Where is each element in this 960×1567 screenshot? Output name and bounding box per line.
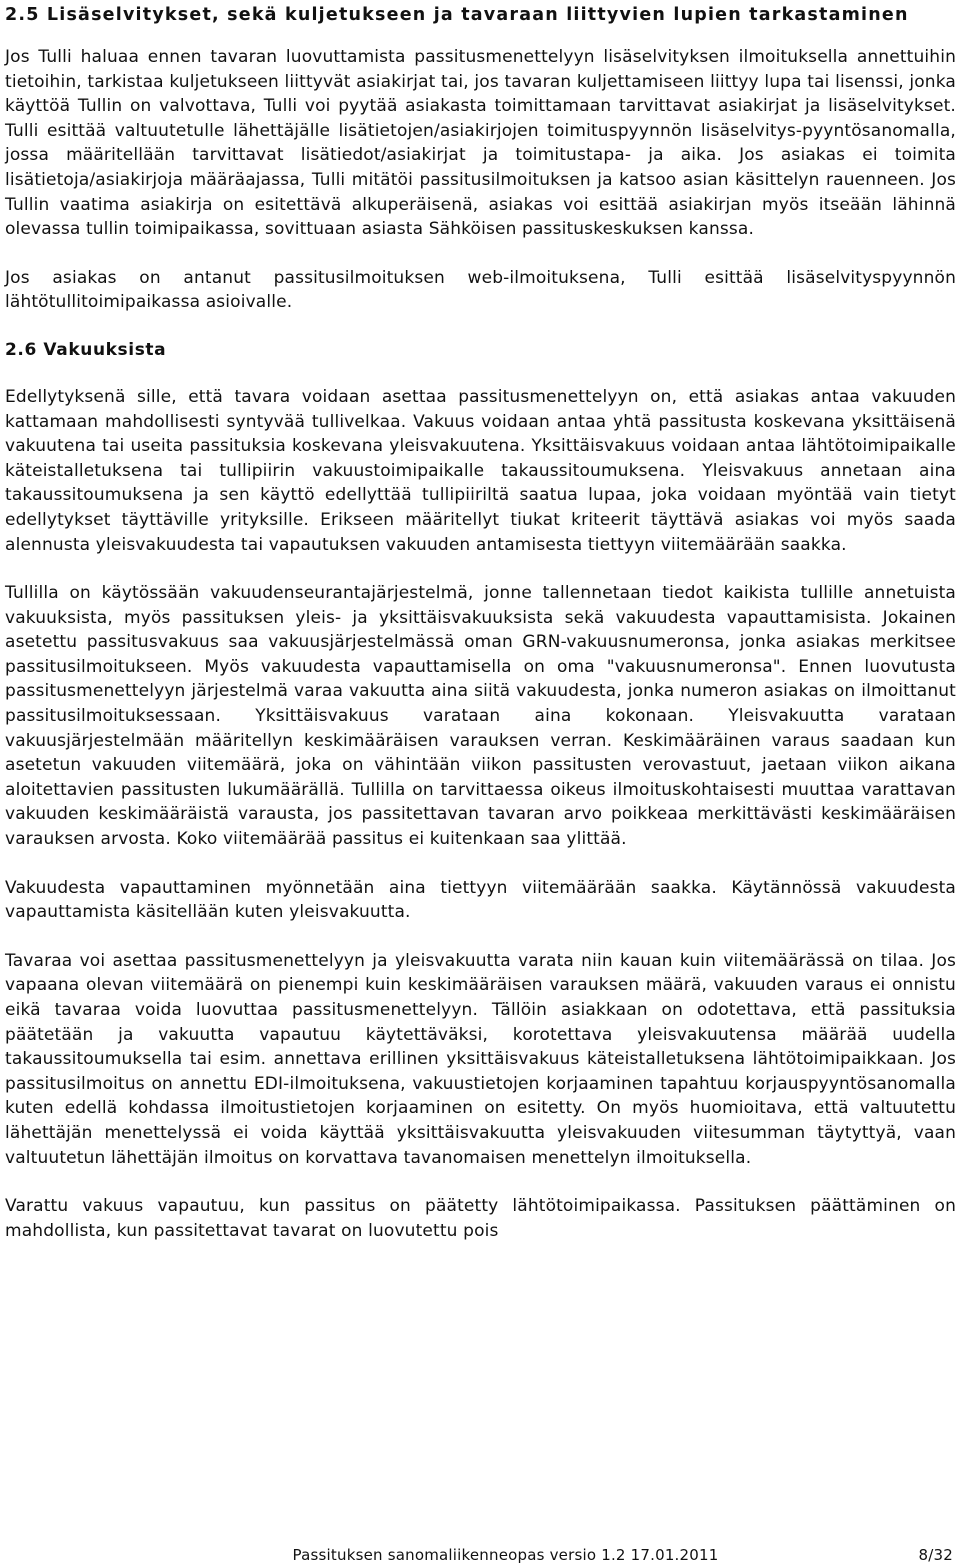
paragraph: Tavaraa voi asettaa passitusmenettelyyn ja yleisvakuutta varata niin kauan kuin viitemäärässä on tilaa. Jos vapaana olevan viitemäärä on pienempi kuin keskimääräisen varauksen määrä, vakuuden varaus ei onnistu eikä tavaraa voida luovuttaa passitusmenettelyyn. Tällöin asiakkaan on odotettava, että passituksia päätetään ja vakuutta vapautuu käytettäväksi, korotettava yleisvakuutensa määrää uudella takaussitoumuksella tai esim. annettava erillinen yksittäisvakuus käteistalletuksena lähtötoimipaikkaan. Jos passitusilmoitus on annettu EDI-ilmoituksena, vakuustietojen korjaaminen tapahtuu korjauspyyntösanomalla kuten edellä kohdassa ilmoitustietojen korjaaminen on esitetty. On myös huomioitava, että valtuutettu lähettäjän menettelyssä ei voida käyttää yksittäisvakuutta yleisvakuuden viitesumman täytyttyä, vaan valtuutetun lähettäjän ilmoitus on korvattava tavanomaisen menettelyn ilmoituksella. <box>5 950 956 1168</box>
page-footer <box>293 1546 953 1564</box>
section-heading-2-6: 2.6 Vakuuksista <box>5 339 167 360</box>
paragraph: Tullilla on käytössään vakuudenseurantajärjestelmä, jonne tallennetaan tiedot kaikista tullille annetuista vakuuksista, myös passituksen yleis- ja yksittäisvakuuksista sekä vakuudesta vapauttamisista. Jokainen asetettu passitusvakuus saa vakuusjärjestelmässä oman GRN-vakuusnumeronsa, jonka asiakas merkitsee passitusilmoitukseen. Myös vakuudesta vapauttamisella on oma "vakuusnumeronsa". Ennen luovutusta passitusmenettelyyn järjestelmä varaa vakuutta aina siitä vakuudesta, jonka numeron asiakas on ilmoittanut passitusilmoituksessaan. Yksittäisvakuus varataan aina kokonaan. Yleisvakuutta varataan vakuusjärjestelmään määritellyn keskimääräisen varauksen verran. Keskimääräinen varaus saadaan kun asetetun vakuuden viitemäärä, joka on vähintään viikon passitusten verovastuut, jaetaan viikon aikana aloitettavien passitusten lukumäärällä. Tullilla on tarvittaessa oikeus ilmoituskohtaisesti muuttaa varattavan vakuuden keskimääräistä varausta, jos passitettavan tavaran arvo poikkeaa merkittävästi keskimääräisen varauksen arvosta. Koko viitemäärää passitus ei kuitenkaan saa ylittää. <box>5 583 956 850</box>
paragraph: Jos Tulli haluaa ennen tavaran luovuttamista passitusmenettelyyn lisäselvityksen ilmoituksella annettuihin tietoihin, tarkistaa kuljetukseen liittyvät asiakirjat tai, jos tavaran kuljettamiseen liittyy lupa tai lisenssi, jonka käyttöä Tullin on valvottava, Tulli voi pyytää asiakasta toimittamaan tarvittavat asiakirjat ja lisäselvitykset. Tulli esittää valtuutetulle lähettäjälle lisätietojen/asiakirjojen toimituspyynnön lisäselvitys-pyyntösanomalla, jossa määritellään tarvittavat lisätiedot/asiakirjat ja toimitustapa- ja aika. Jos asiakas ei toimita lisätietoja/asiakirjoja määräajassa, Tulli mitätöi passitusilmoituksen ja katsoo asian käsittelyn rauenneen. Jos Tullin vaatima asiakirja on esitettävä alkuperäisenä, asiakas voi esittää asiakirjan myös itseään lähinnä olevassa tullin toimipaikassa, sovittuaan asiasta Sähköisen passituskeskuksen kanssa. <box>5 47 956 240</box>
footer-document-title: Passituksen sanomaliikenneopas versio 1.2 17.01.2011 <box>292 1546 719 1564</box>
footer-page-number: 8/32 <box>918 1546 953 1564</box>
paragraph: Varattu vakuus vapautuu, kun passitus on päätetty lähtötoimipaikassa. Passituksen päättäminen on mahdollista, kun passitettavat tavarat on luovutettu pois <box>5 1196 956 1241</box>
document-page <box>5 0 956 1243</box>
paragraph: Vakuudesta vapauttaminen myönnetään aina tiettyyn viitemäärään saakka. Käytännössä vakuudesta vapauttamista käsitellään kuten yleisvakuutta. <box>5 877 956 923</box>
section-heading-2-5: 2.5 Lisäselvitykset, sekä kuljetukseen ja tavaraan liittyvien lupien tarkastaminen <box>5 5 909 25</box>
paragraph: Edellytyksenä sille, että tavara voidaan asettaa passitusmenettelyyn on, että asiakas antaa vakuuden kattamaan mahdollisesti syntyvää tullivelkaa. Vakuus voidaan antaa yhtä passitusta koskevana yksittäisenä vakuutena tai useita passituksia koskevana yleisvakuutena. Yksittäisvakuus voidaan antaa lähtötoimipaikalle käteistalletuksena tai tullipiirin vakuustoimipaikalle takaussitoumuksena. Yleisvakuus annetaan aina takaussitoumuksena ja sen käyttö edellyttää tullipiiriltä saatua lupaa, joka voidaan myöntää vain tietyt edellytykset täyttäville yrityksille. Erikseen määritellyt tiukat kriteerit täyttävä asiakas voi myös saada alennusta yleisvakuudesta tai vapautuksen vakuuden antamisesta tiettyyn viitemäärään saakka. <box>5 386 956 555</box>
paragraph: Jos asiakas on antanut passitusilmoituksen web-ilmoituksena, Tulli esittää lisäselvityspyynnön lähtötullitoimipaikassa asioivalle. <box>5 267 956 313</box>
